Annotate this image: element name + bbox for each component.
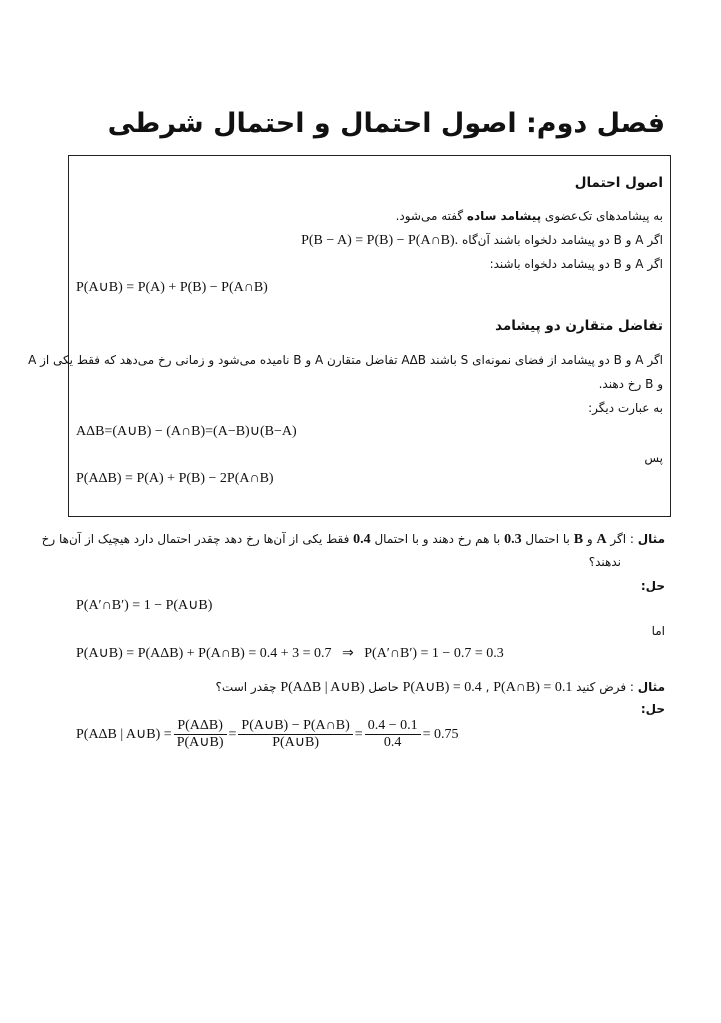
symmetric-difference-definition-1: اگر A و B دو پیشامد از فضای نمونه‌ای S باشند AΔB تفاضل متقارن A و B نامیده می‌شود و زمانی رخ می‌دهد که فقط یکی از A [28, 353, 663, 367]
given-probability: P(A∪B) = 0.4 [402, 680, 482, 695]
fraction-numerator: 0.4 − 0.1 [365, 718, 421, 735]
fraction-numerator: P(A∪B) − P(A∩B) [238, 718, 352, 735]
text-part: حاصل [364, 680, 403, 694]
symmetric-difference-definition-2: و B رخ دهند. [598, 377, 663, 391]
target-expression: P(AΔB | A∪B) [280, 680, 365, 695]
example1-question-line1 [42, 530, 665, 549]
equals-sign: = [228, 726, 237, 742]
difference-rule-text: اگر A و B دو پیشامد دلخواه باشند آن‌گاه [462, 233, 663, 247]
difference-rule-formula: P(B − A) = P(B) − P(A∩B). [301, 233, 459, 248]
probability-value: 0.4 [353, 532, 371, 547]
fraction [365, 718, 421, 751]
text-part: : اگر [606, 532, 638, 546]
probability-value: 0.3 [504, 532, 522, 547]
fraction-numerator: P(AΔB) [174, 718, 227, 735]
equals-sign: = [354, 726, 363, 742]
therefore-label: پس [644, 451, 663, 465]
example1-solution-label: حل: [640, 579, 665, 593]
bold-term: پیشامد ساده [466, 209, 542, 223]
page-title: فصل دوم: اصول احتمال و احتمال شرطی [107, 108, 665, 139]
text-part: به پیشامدهای تک‌عضوی [541, 209, 663, 223]
section-heading-axioms: اصول احتمال [574, 175, 663, 191]
example1-equation1: P(A′∩B′) = 1 − P(A∪B) [76, 598, 213, 613]
text-part: گفته می‌شود. [395, 209, 467, 223]
fraction [174, 718, 227, 751]
text-part: چقدر است؟ [215, 680, 281, 694]
equation-lhs: P(AΔB | A∪B) = [76, 726, 172, 742]
example-label: مثال [637, 532, 665, 546]
example1-question-line2: ندهند؟ [588, 555, 621, 569]
event-b: B [573, 532, 584, 547]
example2-solution-label: حل: [640, 702, 665, 716]
difference-rule-line [301, 231, 663, 250]
symmetric-difference-probability-formula: P(AΔB) = P(A) + P(B) − 2P(A∩B) [76, 471, 274, 486]
symmetric-difference-formula: AΔB=(A∪B) − (A∩B)=(A−B)∪(B−A) [76, 424, 297, 439]
fraction [238, 718, 352, 751]
union-rule-intro: اگر A و B دو پیشامد دلخواه باشند: [489, 257, 663, 271]
example2-question [216, 678, 665, 697]
event-a: A [596, 532, 607, 547]
text-part: , [481, 680, 494, 694]
text-part: با هم رخ دهند و با احتمال [370, 532, 505, 546]
section-heading-symmetric-difference: تفاضل متقارن دو پیشامد [495, 318, 663, 334]
text-part: با احتمال [521, 532, 574, 546]
text-part: : فرض کنید [572, 680, 638, 694]
given-probability: P(A∩B) = 0.1 [493, 680, 573, 695]
text-part: فقط یکی از آن‌ها رخ دهد چقدر احتمال دارد هیچیک از آن‌ها رخ [41, 532, 354, 546]
symmetric-difference-definition-3: به عبارت دیگر: [588, 401, 663, 415]
example1-equation2: P(A∪B) = P(AΔB) + P(A∩B) = 0.4 + 3 = 0.7 ⇒ P(A′∩B′) = 1 − 0.7 = 0.3 [76, 646, 504, 661]
but-label: اما [651, 624, 665, 638]
fraction-denominator: 0.4 [383, 735, 402, 750]
union-formula: P(A∪B) = P(A) + P(B) − P(A∩B) [76, 280, 268, 295]
fraction-denominator: P(A∪B) [272, 735, 319, 750]
result-value: = 0.75 [422, 726, 459, 742]
simple-event-definition [396, 207, 663, 225]
example-label: مثال [637, 680, 665, 694]
text-part: و [583, 532, 597, 546]
example2-solution-equation [76, 718, 459, 751]
fraction-denominator: P(A∪B) [176, 735, 224, 750]
